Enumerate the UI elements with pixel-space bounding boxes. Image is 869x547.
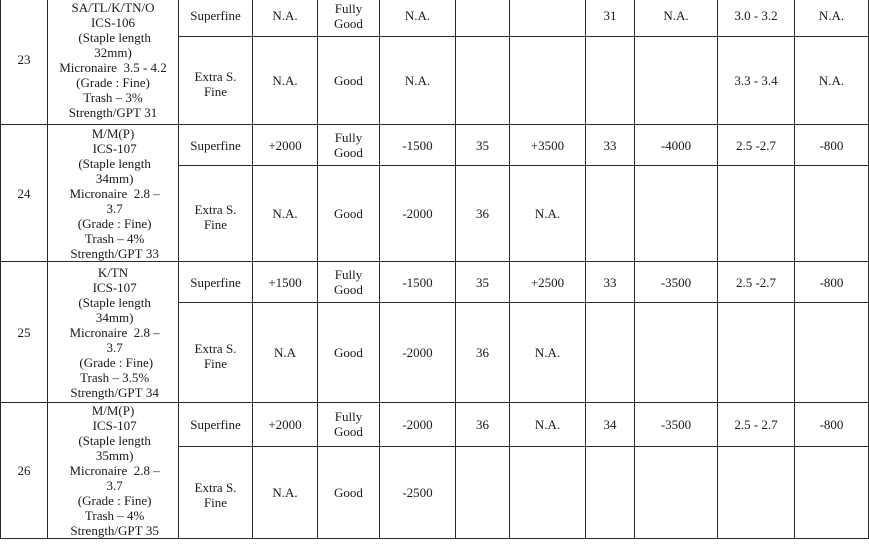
description-line: Micronaire 3.5 - 4.2 <box>59 59 167 75</box>
description-line: 32mm) <box>94 44 132 60</box>
value-line: Good <box>334 282 363 297</box>
value-line: Good <box>334 15 363 31</box>
description-line: (Staple length <box>75 29 151 45</box>
description-line: Strength/GPT 33 <box>67 245 159 261</box>
value-line: Good <box>334 424 363 440</box>
value-cell-c6 <box>586 166 635 262</box>
description-line: Trash – 3% <box>83 89 143 105</box>
value-cell-c2 <box>318 37 380 125</box>
grade-cell: Superfine <box>179 0 253 37</box>
value-cell-c1: N.A. <box>253 0 318 37</box>
variety-description <box>48 0 179 125</box>
row-number: 24 <box>1 125 48 262</box>
description-line: (Staple length <box>75 433 151 448</box>
description-line: ICS-106 <box>90 14 136 30</box>
value-cell-c5: N.A. <box>510 403 586 447</box>
description-line: Micronaire 2.8 – <box>66 324 160 340</box>
description-line: M/M(P) <box>91 403 135 418</box>
description-line: ICS-107 <box>89 140 137 156</box>
value-cell-c3: N.A. <box>380 37 456 125</box>
value-cell-c8: 2.5 -2.7 <box>718 262 795 303</box>
value-cell-c7: -3500 <box>635 403 718 447</box>
value-cell-c6: 34 <box>586 403 635 447</box>
description-line: Strength/GPT 35 <box>67 523 159 538</box>
value-cell-c9: N.A. <box>795 0 869 37</box>
value-cell-c7: N.A. <box>635 0 718 37</box>
value-cell-c4 <box>456 446 510 538</box>
grade-cell: Extra S. Fine <box>179 446 253 538</box>
value-cell-c8 <box>718 166 795 262</box>
grade-cell: Superfine <box>179 262 253 303</box>
value-cell-c2 <box>318 403 380 447</box>
value-cell-c9 <box>795 166 869 262</box>
value-cell-c9: -800 <box>795 125 869 166</box>
value-cell-c9 <box>795 446 869 538</box>
value-cell-c1: N.A. <box>253 37 318 125</box>
value-cell-c4: 35 <box>456 262 510 303</box>
value-cell-c8 <box>718 303 795 403</box>
value-line: Fully <box>334 267 363 282</box>
description-line: (Staple length <box>75 294 151 310</box>
value-cell-c4 <box>456 0 510 37</box>
value-cell-c3: -2500 <box>380 446 456 538</box>
row-number: 25 <box>1 262 48 403</box>
value-cell-c4: 36 <box>456 166 510 262</box>
table-row-superfine <box>1 0 869 37</box>
description-line: (Grade : Fine) <box>74 493 152 508</box>
description-line: 3.7 <box>103 200 123 216</box>
value-line: Good <box>334 206 363 221</box>
value-cell-c7 <box>635 37 718 125</box>
description-line: Trash – 3.5% <box>76 369 150 385</box>
grade-cell: Superfine <box>179 403 253 447</box>
table-row-superfine <box>1 262 869 303</box>
variety-description <box>48 262 179 403</box>
description-line: ICS-107 <box>89 279 137 295</box>
value-cell-c1: N.A <box>253 303 318 403</box>
value-cell-c5: N.A. <box>510 303 586 403</box>
table-row-superfine <box>1 125 869 166</box>
value-cell-c4: 35 <box>456 125 510 166</box>
value-cell-c1: N.A. <box>253 446 318 538</box>
value-cell-c1: N.A. <box>253 166 318 262</box>
value-cell-c2 <box>318 446 380 538</box>
value-cell-c9: -800 <box>795 262 869 303</box>
value-cell-c5 <box>510 0 586 37</box>
value-cell-c8 <box>718 446 795 538</box>
value-cell-c2 <box>318 166 380 262</box>
description-line: Micronaire 2.8 – <box>66 185 160 201</box>
description-line: 35mm) <box>92 448 134 463</box>
value-cell-c7 <box>635 303 718 403</box>
value-cell-c8: 3.3 - 3.4 <box>718 37 795 125</box>
value-line: Good <box>334 484 363 500</box>
value-cell-c8: 2.5 - 2.7 <box>718 403 795 447</box>
description-line: (Staple length <box>75 155 151 171</box>
value-cell-c6: 31 <box>586 0 635 37</box>
grade-cell: Superfine <box>179 125 253 166</box>
description-line: Strength/GPT 34 <box>67 384 159 400</box>
value-cell-c6: 33 <box>586 262 635 303</box>
variety-description <box>48 125 179 262</box>
table-row-superfine <box>1 403 869 447</box>
description-line: Micronaire 2.8 – <box>66 463 160 478</box>
description-line: SA/TL/K/TN/O <box>71 0 155 15</box>
value-cell-c6: 33 <box>586 125 635 166</box>
value-cell-c7 <box>635 446 718 538</box>
value-cell-c3: -2000 <box>380 303 456 403</box>
value-cell-c7: -4000 <box>635 125 718 166</box>
description-line: (Grade : Fine) <box>72 354 154 370</box>
value-cell-c2 <box>318 0 380 37</box>
value-cell-c3: -2000 <box>380 403 456 447</box>
value-line: Good <box>334 73 363 88</box>
description-line: K/TN <box>97 264 129 280</box>
value-cell-c4 <box>456 37 510 125</box>
value-cell-c2 <box>318 125 380 166</box>
value-cell-c3: -2000 <box>380 166 456 262</box>
value-line: Fully <box>334 409 363 425</box>
description-line: 3.7 <box>103 339 123 355</box>
value-cell-c9: N.A. <box>795 37 869 125</box>
description-line: M/M(P) <box>91 125 135 141</box>
value-cell-c1: +2000 <box>253 125 318 166</box>
description-line: (Grade : Fine) <box>74 215 152 231</box>
variety-description <box>48 403 179 539</box>
value-cell-c6 <box>586 37 635 125</box>
value-line: Fully <box>334 0 363 16</box>
value-cell-c2 <box>318 303 380 403</box>
value-cell-c8: 2.5 -2.7 <box>718 125 795 166</box>
row-number: 23 <box>1 0 48 125</box>
description-line: Trash – 4% <box>81 230 145 246</box>
value-cell-c2 <box>318 262 380 303</box>
description-line: Strength/GPT 31 <box>68 104 158 120</box>
value-cell-c5 <box>510 37 586 125</box>
description-line: 3.7 <box>103 478 123 493</box>
value-cell-c9: -800 <box>795 403 869 447</box>
value-cell-c1: +2000 <box>253 403 318 447</box>
description-line: Trash – 4% <box>81 508 145 523</box>
value-cell-c8: 3.0 - 3.2 <box>718 0 795 37</box>
value-cell-c5: N.A. <box>510 166 586 262</box>
value-cell-c3: -1500 <box>380 125 456 166</box>
value-cell-c5 <box>510 446 586 538</box>
grade-cell: Extra S. Fine <box>179 37 253 125</box>
value-cell-c7 <box>635 166 718 262</box>
description-line: 34mm) <box>92 170 134 186</box>
description-line: ICS-107 <box>89 418 137 433</box>
value-cell-c5: +3500 <box>510 125 586 166</box>
value-cell-c9 <box>795 303 869 403</box>
value-line: Good <box>334 145 363 160</box>
value-line: Fully <box>334 130 363 145</box>
grade-cell: Extra S. Fine <box>179 303 253 403</box>
row-number: 26 <box>1 403 48 539</box>
value-cell-c7: -3500 <box>635 262 718 303</box>
description-line: (Grade : Fine) <box>76 74 150 90</box>
value-cell-c5: +2500 <box>510 262 586 303</box>
value-cell-c6 <box>586 303 635 403</box>
grade-cell: Extra S. Fine <box>179 166 253 262</box>
value-line: Good <box>334 345 363 360</box>
value-cell-c4: 36 <box>456 303 510 403</box>
value-cell-c6 <box>586 446 635 538</box>
value-cell-c3: -1500 <box>380 262 456 303</box>
value-cell-c4: 36 <box>456 403 510 447</box>
description-line: 34mm) <box>92 309 134 325</box>
value-cell-c3: N.A. <box>380 0 456 37</box>
value-cell-c1: +1500 <box>253 262 318 303</box>
